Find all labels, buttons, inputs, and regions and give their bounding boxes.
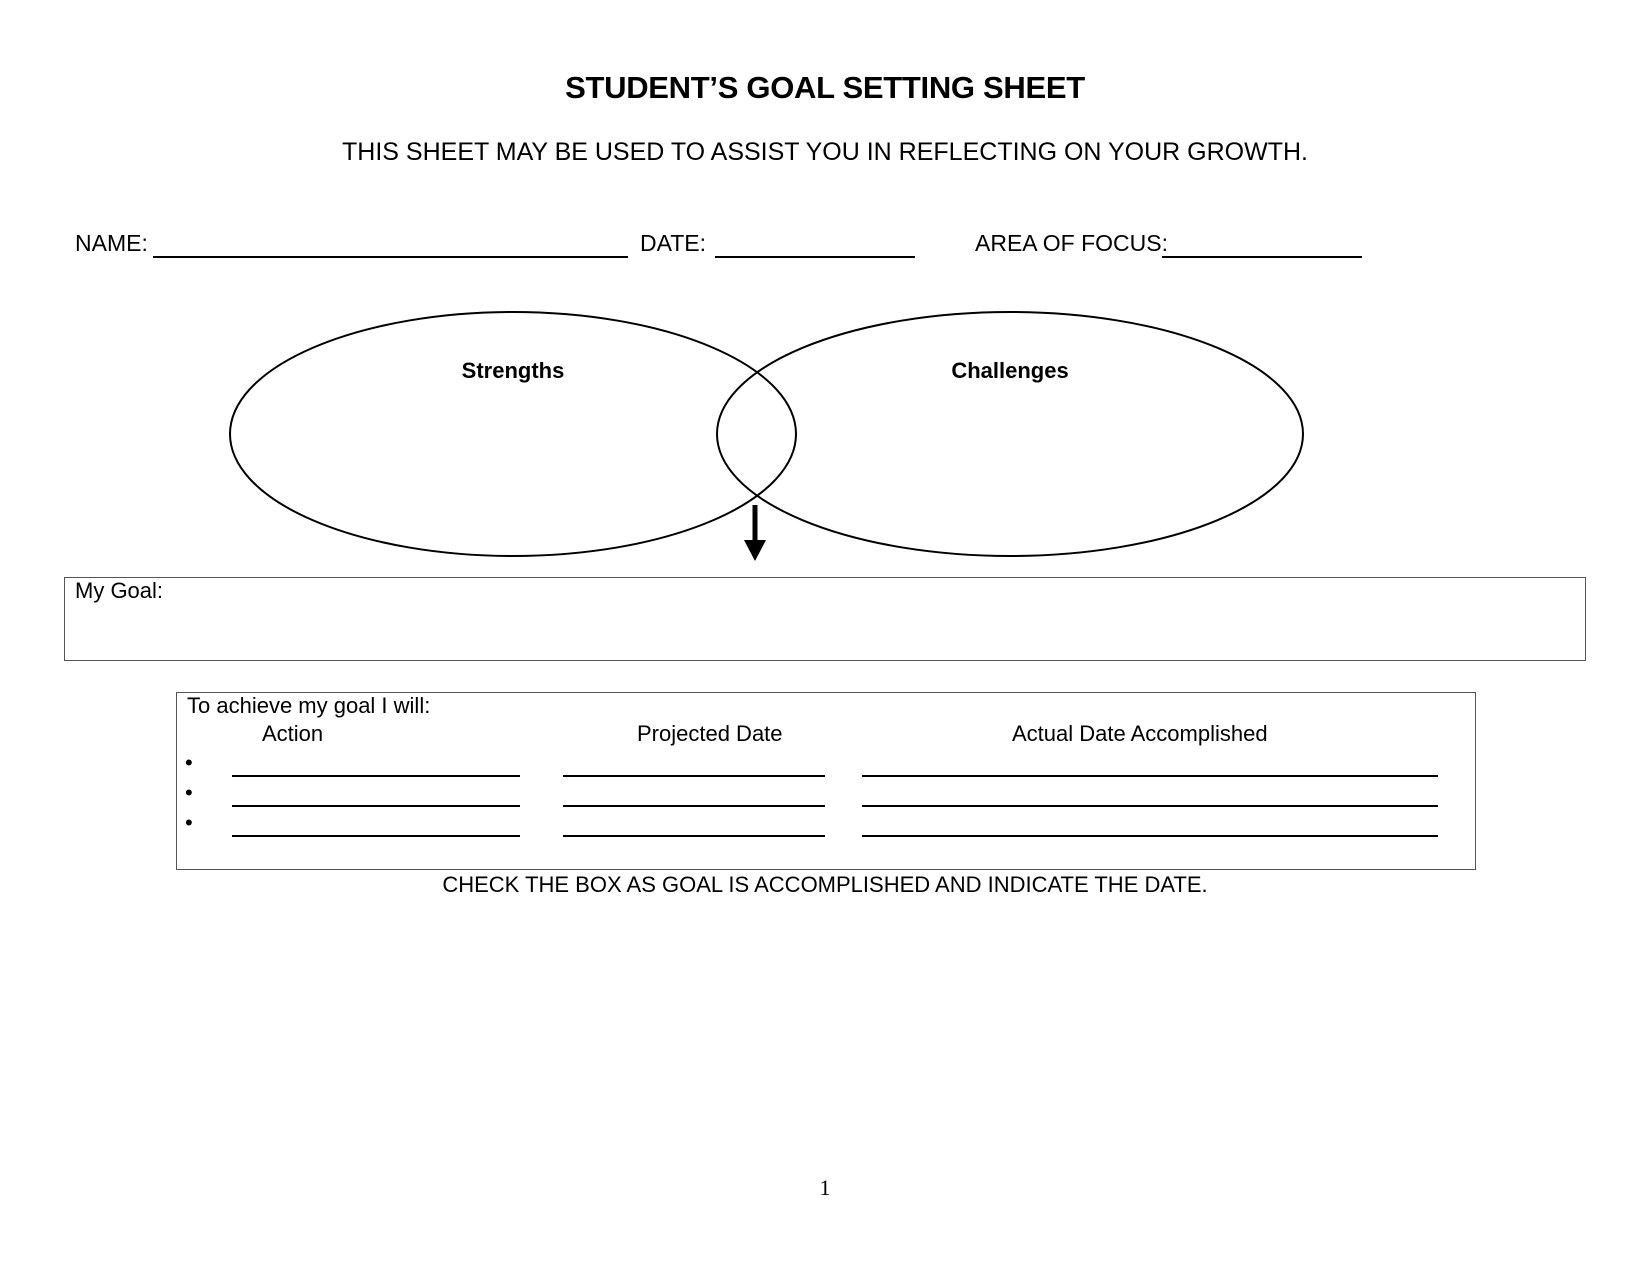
- area-of-focus-label: AREA OF FOCUS:: [975, 230, 1168, 256]
- strengths-ellipse: [230, 312, 796, 556]
- action-line-3[interactable]: [232, 835, 520, 837]
- column-header-action: Action: [262, 721, 324, 746]
- my-goal-box[interactable]: [64, 577, 1586, 661]
- bullet-icon: •: [185, 810, 193, 835]
- down-arrow-icon: [744, 505, 766, 561]
- projected-date-line-3[interactable]: [563, 835, 825, 837]
- column-header-actual-date: Actual Date Accomplished: [1012, 721, 1268, 746]
- page-title: STUDENT’S GOAL SETTING SHEET: [565, 70, 1085, 105]
- action-line-2[interactable]: [232, 805, 520, 807]
- actual-date-line-3[interactable]: [862, 835, 1438, 837]
- actual-date-line-1[interactable]: [862, 775, 1438, 777]
- strengths-label: Strengths: [461, 358, 565, 383]
- column-header-projected-date: Projected Date: [637, 721, 783, 746]
- projected-date-line-1[interactable]: [563, 775, 825, 777]
- actual-date-line-2[interactable]: [862, 805, 1438, 807]
- instruction-note: CHECK THE BOX AS GOAL IS ACCOMPLISHED AND INDICATE THE DATE.: [442, 872, 1208, 897]
- bullet-icon: •: [185, 780, 193, 805]
- venn-diagram: [0, 0, 1650, 580]
- my-goal-label: My Goal:: [75, 578, 164, 603]
- action-plan-intro: To achieve my goal I will:: [187, 693, 431, 718]
- bullet-icon: •: [185, 750, 193, 775]
- page-number: 1: [819, 1175, 831, 1200]
- name-label: NAME:: [75, 230, 148, 256]
- action-line-1[interactable]: [232, 775, 520, 777]
- page-subtitle: THIS SHEET MAY BE USED TO ASSIST YOU IN REFLECTING ON YOUR GROWTH.: [342, 138, 1308, 166]
- challenges-ellipse: [717, 312, 1303, 556]
- challenges-label: Challenges: [951, 358, 1069, 383]
- date-label: DATE:: [640, 230, 707, 256]
- projected-date-line-2[interactable]: [563, 805, 825, 807]
